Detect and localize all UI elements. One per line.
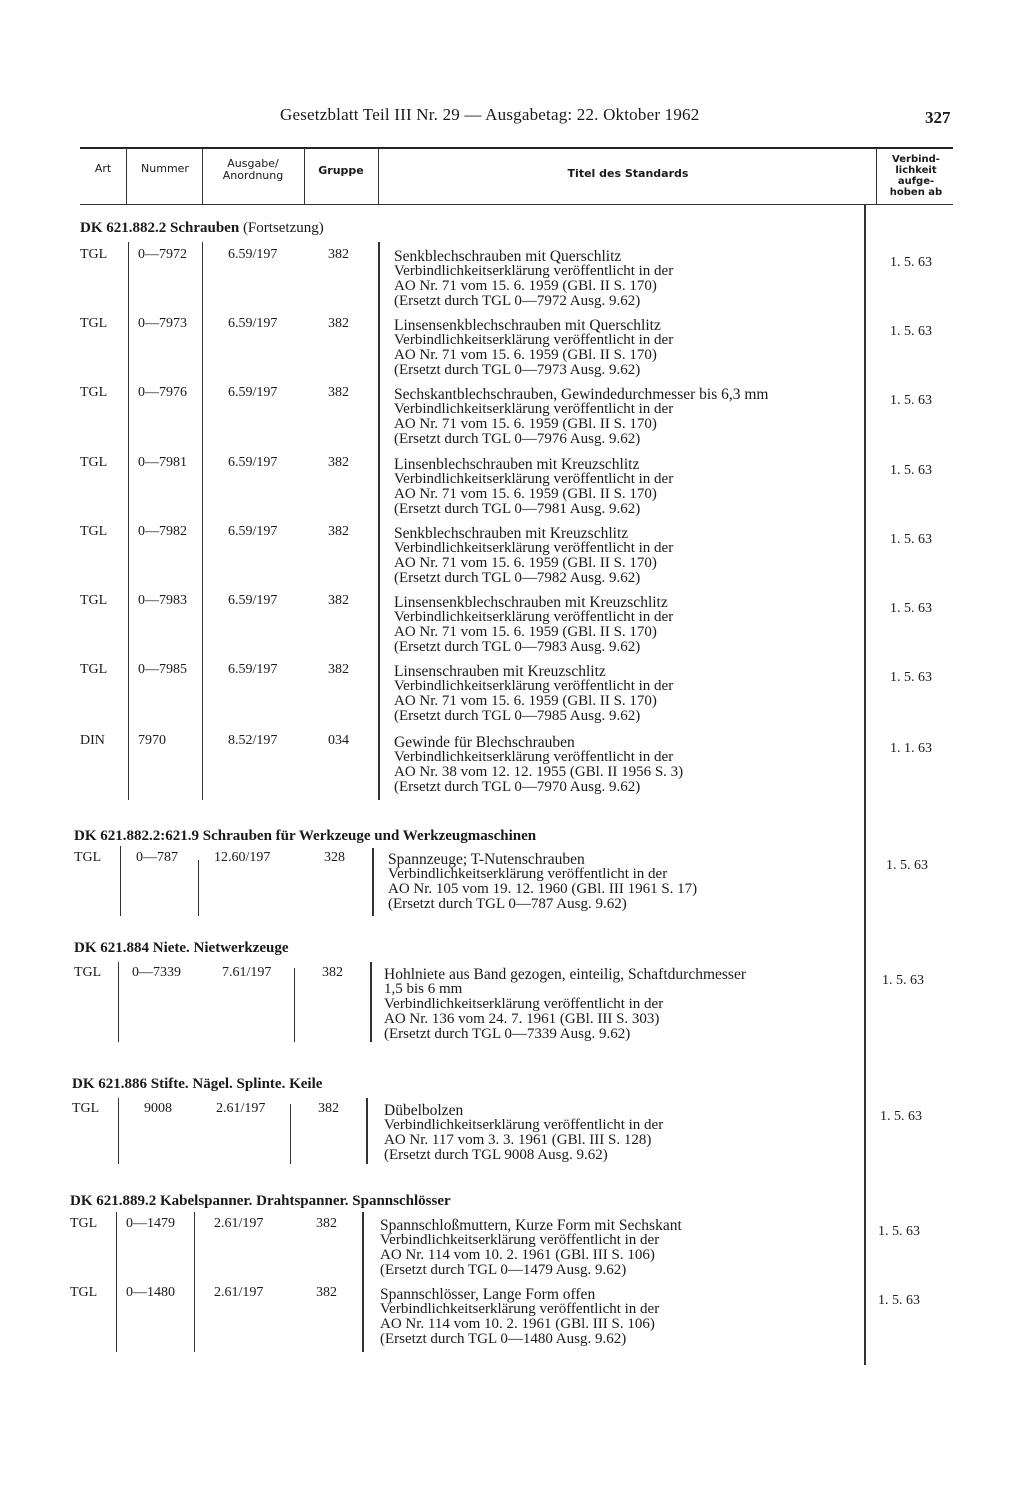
standard-note-line: AO Nr. 114 vom 10. 2. 1961 (GBl. III S. 106) — [380, 1316, 655, 1332]
row-art: TGL — [80, 316, 108, 331]
standard-note-line: (Ersetzt durch TGL 0—1479 Ausg. 9.62) — [380, 1262, 627, 1278]
section-column-rule — [202, 242, 203, 800]
standard-note-line: Verbindlichkeitserklärung veröffentlicht in der — [394, 263, 674, 279]
row-ausgabe: 6.59/197 — [228, 455, 278, 470]
row-gruppe: 382 — [318, 1101, 339, 1116]
section-heading-text: DK 621.889.2 Kabelspanner. Drahtspanner. Spannschlösser — [70, 1193, 451, 1209]
standard-note-line: Verbindlichkeitserklärung veröffentlicht in der — [394, 749, 674, 765]
row-date: 1. 5. 63 — [886, 858, 928, 873]
row-date: 1. 5. 63 — [878, 1293, 920, 1308]
standard-note-line: Verbindlichkeitserklärung veröffentlicht in der — [380, 1301, 660, 1317]
row-nummer: 0—7976 — [138, 385, 187, 400]
row-nummer: 0—7982 — [138, 524, 187, 539]
col-header-verbindlichkeit: Verbind- lichkeit aufge- hoben ab — [889, 154, 943, 198]
row-nummer: 0—7973 — [138, 316, 187, 331]
row-title — [384, 1103, 663, 1163]
standard-title: Spannzeuge; T-Nutenschrauben — [388, 851, 585, 868]
row-date: 1. 5. 63 — [890, 255, 932, 270]
row-ausgabe: 8.52/197 — [228, 733, 278, 748]
row-title — [394, 526, 673, 586]
page-header-title: Gesetzblatt Teil III Nr. 29 — Ausgabetag: 22. Oktober 1962 — [280, 105, 700, 124]
standard-note-line: (Ersetzt durch TGL 0—7981 Ausg. 9.62) — [394, 501, 641, 517]
row-date: 1. 5. 63 — [882, 973, 924, 988]
section-column-rule — [372, 848, 374, 916]
row-title — [394, 457, 673, 517]
standard-note-line: AO Nr. 105 vom 19. 12. 1960 (GBl. III 1961 S. 17) — [388, 881, 698, 897]
standard-note-line: Verbindlichkeitserklärung veröffentlicht in der — [394, 678, 674, 694]
row-nummer: 0—7981 — [138, 455, 187, 470]
section-column-rule — [290, 1104, 291, 1164]
row-ausgabe: 2.61/197 — [214, 1285, 264, 1300]
standard-title: Linsensenkblechschrauben mit Kreuzschlitz — [394, 594, 668, 611]
standard-title: Senkblechschrauben mit Kreuzschlitz — [394, 525, 629, 542]
row-art: TGL — [74, 965, 102, 980]
standard-note-line: (Ersetzt durch TGL 0—7982 Ausg. 9.62) — [394, 570, 641, 586]
standard-note-line: Verbindlichkeitserklärung veröffentlicht in der — [394, 609, 674, 625]
row-date: 1. 1. 63 — [890, 741, 932, 756]
standard-note-line: (Ersetzt durch TGL 0—7983 Ausg. 9.62) — [394, 639, 641, 655]
header-bottom-rule — [80, 204, 953, 205]
row-gruppe: 382 — [316, 1216, 337, 1231]
row-nummer: 0—1479 — [126, 1216, 175, 1231]
row-title — [394, 318, 673, 378]
row-art: TGL — [80, 247, 108, 262]
standard-title: Linsensenkblechschrauben mit Querschlitz — [394, 317, 661, 334]
standard-note-line: Verbindlichkeitserklärung veröffentlicht in der — [394, 401, 674, 417]
standard-note-line: AO Nr. 71 vom 15. 6. 1959 (GBl. II S. 170) — [394, 347, 657, 363]
row-date: 1. 5. 63 — [890, 324, 932, 339]
row-art: TGL — [74, 850, 102, 865]
row-nummer: 0—7983 — [138, 593, 187, 608]
col-header-gruppe: Gruppe — [318, 164, 364, 177]
section-column-rule — [194, 1212, 195, 1352]
row-gruppe: 382 — [328, 316, 349, 331]
row-title — [394, 595, 673, 655]
row-ausgabe: 6.59/197 — [228, 662, 278, 677]
row-date: 1. 5. 63 — [878, 1224, 920, 1239]
standard-note-line: AO Nr. 71 vom 15. 6. 1959 (GBl. II S. 170) — [394, 555, 657, 571]
row-art: TGL — [80, 385, 108, 400]
row-title — [388, 852, 697, 912]
standard-title: Sechskantblechschrauben, Gewindedurchmesser bis 6,3 mm — [394, 386, 769, 403]
col-header-art: Art — [94, 162, 112, 175]
standard-title: Linsenblechschrauben mit Kreuzschlitz — [394, 456, 640, 473]
section-heading-text: DK 621.884 Niete. Nietwerkzeuge — [74, 940, 289, 956]
page-number: 327 — [925, 108, 951, 127]
section-column-rule — [128, 242, 129, 800]
row-gruppe: 034 — [328, 733, 349, 748]
row-nummer: 0—7339 — [132, 965, 181, 980]
section-column-rule — [378, 242, 380, 800]
row-art: TGL — [80, 593, 108, 608]
standard-title: Dübelbolzen — [384, 1102, 464, 1119]
col-divider-3 — [304, 148, 305, 204]
row-title — [394, 249, 673, 309]
standard-note-line: AO Nr. 71 vom 15. 6. 1959 (GBl. II S. 170) — [394, 278, 657, 294]
row-title — [380, 1218, 682, 1278]
row-nummer: 0—787 — [136, 850, 178, 865]
section-column-rule — [120, 846, 121, 916]
row-ausgabe: 2.61/197 — [216, 1101, 266, 1116]
section-heading — [72, 1076, 322, 1093]
section-heading-text: DK 621.882.2:621.9 Schrauben für Werkzeuge und Werkzeugmaschinen — [74, 828, 537, 844]
standard-title: Spannschloßmuttern, Kurze Form mit Sechskant — [380, 1217, 682, 1234]
standard-note-line: Verbindlichkeitserklärung veröffentlicht in der — [384, 1117, 664, 1133]
col-divider-2 — [202, 148, 203, 204]
section-column-rule — [118, 1098, 119, 1164]
standard-title: Linsenschrauben mit Kreuzschlitz — [394, 663, 606, 680]
standard-note-line: AO Nr. 117 vom 3. 3. 1961 (GBl. III S. 128) — [384, 1132, 652, 1148]
section-heading-suffix: (Fortsetzung) — [242, 220, 324, 236]
row-title — [380, 1287, 659, 1347]
standard-note-line: AO Nr. 136 vom 24. 7. 1961 (GBl. III S. 303) — [384, 1011, 660, 1027]
standard-note-line: (Ersetzt durch TGL 0—1480 Ausg. 9.62) — [380, 1331, 627, 1347]
standard-note-line: (Ersetzt durch TGL 0—7985 Ausg. 9.62) — [394, 708, 641, 724]
row-title — [384, 967, 746, 1042]
section-heading — [80, 220, 324, 237]
row-date: 1. 5. 63 — [890, 601, 932, 616]
col-divider-1 — [126, 148, 127, 204]
standard-note-line: AO Nr. 38 vom 12. 12. 1955 (GBl. II 1956 S. 3) — [394, 764, 684, 780]
row-ausgabe: 6.59/197 — [228, 316, 278, 331]
row-gruppe: 382 — [328, 385, 349, 400]
section-column-rule — [362, 1212, 364, 1352]
standard-note-line: Verbindlichkeitserklärung veröffentlicht in der — [394, 471, 674, 487]
row-gruppe: 328 — [324, 850, 345, 865]
row-art: TGL — [70, 1216, 98, 1231]
row-nummer: 0—7985 — [138, 662, 187, 677]
standard-note-line: (Ersetzt durch TGL 0—7970 Ausg. 9.62) — [394, 779, 641, 795]
row-ausgabe: 7.61/197 — [222, 965, 272, 980]
section-column-rule — [118, 962, 119, 1042]
row-date: 1. 5. 63 — [890, 670, 932, 685]
standard-note-line: AO Nr. 71 vom 15. 6. 1959 (GBl. II S. 170) — [394, 693, 657, 709]
standard-note-line: (Ersetzt durch TGL 0—787 Ausg. 9.62) — [388, 896, 627, 912]
section-column-rule — [116, 1212, 117, 1352]
row-art: TGL — [80, 524, 108, 539]
row-ausgabe: 6.59/197 — [228, 247, 278, 262]
standard-note-line: (Ersetzt durch TGL 0—7339 Ausg. 9.62) — [384, 1026, 631, 1042]
standard-note-line: 1,5 bis 6 mm — [384, 981, 463, 997]
row-ausgabe: 12.60/197 — [214, 850, 271, 865]
section-heading-text: DK 621.886 Stifte. Nägel. Splinte. Keile — [72, 1076, 323, 1092]
section-column-rule — [198, 860, 199, 916]
standard-note-line: (Ersetzt durch TGL 0—7976 Ausg. 9.62) — [394, 431, 641, 447]
row-art: TGL — [70, 1285, 98, 1300]
standard-note-line: AO Nr. 114 vom 10. 2. 1961 (GBl. III S. 106) — [380, 1247, 655, 1263]
col-header-titel: Titel des Standards — [567, 167, 689, 180]
standard-note-line: Verbindlichkeitserklärung veröffentlicht in der — [380, 1232, 660, 1248]
col-header-nummer: Nummer — [141, 162, 189, 175]
row-art: TGL — [80, 662, 108, 677]
standard-note-line: AO Nr. 71 vom 15. 6. 1959 (GBl. II S. 170) — [394, 624, 657, 640]
row-nummer: 9008 — [144, 1101, 172, 1116]
row-gruppe: 382 — [328, 455, 349, 470]
row-gruppe: 382 — [328, 593, 349, 608]
row-ausgabe: 6.59/197 — [228, 593, 278, 608]
row-ausgabe: 2.61/197 — [214, 1216, 264, 1231]
row-title — [394, 387, 768, 447]
standard-note-line: Verbindlichkeitserklärung veröffentlicht in der — [394, 540, 674, 556]
row-date: 1. 5. 63 — [890, 463, 932, 478]
header-top-rule — [80, 147, 953, 149]
section-heading — [70, 1193, 451, 1210]
row-date: 1. 5. 63 — [890, 532, 932, 547]
col-divider-4 — [378, 148, 379, 204]
standard-note-line: (Ersetzt durch TGL 0—7972 Ausg. 9.62) — [394, 293, 641, 309]
right-column-rule — [864, 205, 866, 1365]
standard-title: Hohlniete aus Band gezogen, einteilig, Schaftdurchmesser — [384, 966, 746, 983]
standard-note-line: (Ersetzt durch TGL 0—7973 Ausg. 9.62) — [394, 362, 641, 378]
row-title — [394, 735, 683, 795]
standard-note-line: AO Nr. 71 vom 15. 6. 1959 (GBl. II S. 170) — [394, 486, 657, 502]
row-title — [394, 664, 673, 724]
section-column-rule — [370, 962, 372, 1042]
standard-note-line: Verbindlichkeitserklärung veröffentlicht in der — [384, 996, 664, 1012]
row-ausgabe: 6.59/197 — [228, 385, 278, 400]
col-divider-5 — [876, 148, 877, 204]
row-ausgabe: 6.59/197 — [228, 524, 278, 539]
standard-note-line: Verbindlichkeitserklärung veröffentlicht in der — [388, 866, 668, 882]
standard-title: Spannschlösser, Lange Form offen — [380, 1286, 596, 1303]
section-heading — [74, 940, 289, 957]
section-column-rule — [366, 1098, 368, 1164]
row-nummer: 7970 — [138, 733, 166, 748]
row-art: TGL — [72, 1101, 100, 1116]
col-header-ausgabe: Ausgabe/ Anordnung — [222, 157, 284, 182]
row-gruppe: 382 — [328, 524, 349, 539]
standard-title: Senkblechschrauben mit Querschlitz — [394, 248, 622, 265]
section-heading-text: DK 621.882.2 Schrauben — [80, 220, 240, 236]
row-art: TGL — [80, 455, 108, 470]
standard-note-line: AO Nr. 71 vom 15. 6. 1959 (GBl. II S. 170) — [394, 416, 657, 432]
row-date: 1. 5. 63 — [890, 393, 932, 408]
row-gruppe: 382 — [316, 1285, 337, 1300]
standard-note-line: (Ersetzt durch TGL 9008 Ausg. 9.62) — [384, 1147, 608, 1163]
standard-title: Gewinde für Blechschrauben — [394, 734, 575, 751]
row-gruppe: 382 — [322, 965, 343, 980]
row-date: 1. 5. 63 — [880, 1109, 922, 1124]
row-art: DIN — [80, 733, 105, 748]
standard-note-line: Verbindlichkeitserklärung veröffentlicht in der — [394, 332, 674, 348]
row-gruppe: 382 — [328, 662, 349, 677]
row-nummer: 0—1480 — [126, 1285, 175, 1300]
section-heading — [74, 828, 536, 845]
row-nummer: 0—7972 — [138, 247, 187, 262]
section-column-rule — [294, 968, 295, 1042]
row-gruppe: 382 — [328, 247, 349, 262]
